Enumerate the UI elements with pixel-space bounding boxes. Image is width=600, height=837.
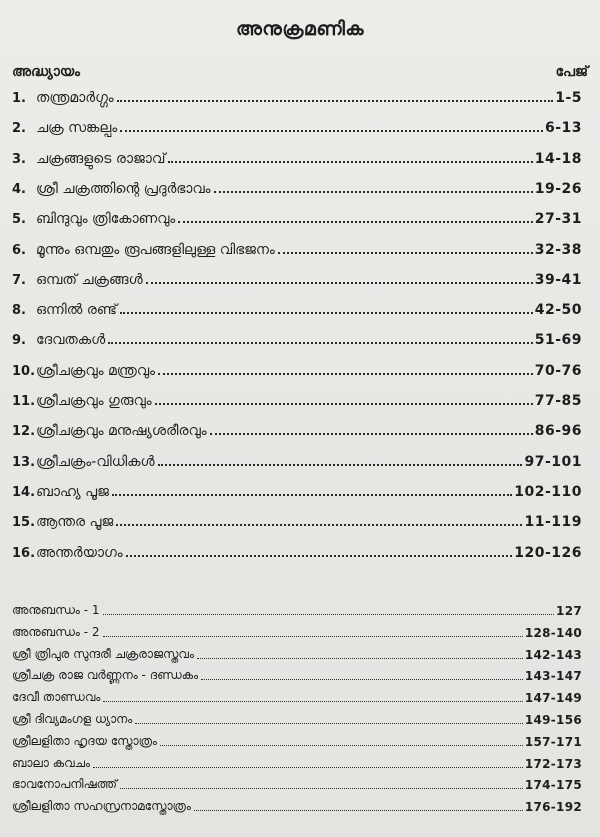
page-range: 11-119	[524, 514, 582, 531]
chapter-number: 3.	[12, 151, 26, 167]
chapter-title: ശ്രീ ചക്രത്തിന്റെ പ്രദുർഭാവം	[36, 180, 211, 197]
page-range: 120-126	[514, 544, 582, 561]
page-column-header: പേജ്	[555, 64, 588, 80]
page-range: 39-41	[534, 271, 582, 288]
dot-leader	[120, 788, 523, 789]
dot-leader	[155, 403, 533, 405]
dot-leader	[168, 161, 532, 163]
page-range: 14-18	[534, 150, 582, 167]
chapter-title: മൂന്നും ഒമ്പതും രൂപങ്ങളിലുള്ള വിഭജനം	[36, 241, 275, 258]
chapter-number: 11.	[12, 394, 36, 409]
dot-leader	[146, 282, 533, 284]
chapter-number: 7.	[12, 272, 26, 288]
toc-row	[12, 417, 582, 439]
appendix-row	[12, 600, 582, 618]
dot-leader	[214, 191, 533, 193]
dot-leader	[120, 312, 533, 314]
chapter-number: 10.	[12, 363, 36, 379]
chapter-number: 6.	[12, 242, 26, 258]
page-range: 6-13	[544, 120, 582, 137]
page-range: 102-110	[514, 483, 582, 500]
page-range: 77-85	[534, 393, 582, 409]
dot-leader	[126, 555, 513, 557]
appendix-row	[12, 731, 582, 749]
toc-row	[12, 266, 582, 288]
appendix-row	[12, 622, 582, 640]
appendix-title: ശ്രീലളിതാ ഹൃദയ സ്തോത്രം	[12, 733, 157, 748]
chapter-title: ആന്തര പൂജ	[36, 514, 114, 531]
chapter-title: ശ്രീചക്രവും ഗുരുവും	[36, 393, 152, 409]
chapter-title: ബാഹ്യ പൂജ	[36, 483, 109, 500]
page-range: 70-76	[534, 362, 582, 379]
appendix-title: അനുബന്ധം - 2	[12, 624, 100, 639]
appendix-title: ബാലാ കവചം	[12, 755, 91, 770]
chapter-title: ചക്രങ്ങളുടെ രാജാവ്	[36, 150, 166, 167]
dot-leader	[197, 658, 523, 659]
page-range: 27-31	[534, 211, 582, 228]
page-range: 1-5	[555, 90, 582, 106]
page-range: 19-26	[534, 180, 582, 197]
toc-row	[12, 236, 582, 258]
appendix-title: ശ്രീചക്ര രാജ വർണ്ണനം - ദണ്ഡകം	[12, 668, 199, 683]
appendix-row	[12, 709, 582, 727]
page-range: 157-171	[524, 734, 582, 749]
page-range: 174-175	[524, 778, 582, 793]
dot-leader	[158, 373, 533, 375]
dot-leader	[103, 636, 523, 637]
dot-leader	[201, 679, 523, 680]
toc-row	[12, 175, 582, 197]
chapter-title: ഒന്നിൽ രണ്ട്	[36, 302, 117, 319]
chapter-title: ശ്രീചക്രവും മന്ത്രവും	[36, 362, 155, 379]
dot-leader	[117, 100, 554, 102]
dot-leader	[93, 767, 523, 768]
page-range: 32-38	[534, 241, 582, 258]
toc-row	[12, 357, 582, 379]
chapter-title: ചക്ര സങ്കല്പം	[36, 120, 118, 137]
appendix-row	[12, 665, 582, 683]
chapter-title: ബിന്ദുവും ത്രികോണവും	[36, 211, 176, 228]
page-range: 172-173	[524, 756, 582, 771]
page-range: 127	[556, 604, 582, 618]
dot-leader	[120, 130, 543, 132]
chapter-number: 9.	[12, 333, 26, 349]
chapter-number: 8.	[12, 303, 26, 319]
chapter-number: 1.	[12, 91, 26, 106]
dot-leader	[135, 723, 522, 724]
toc-row	[12, 539, 582, 561]
chapter-title: ദേവതകൾ	[36, 332, 106, 349]
chapter-title: ശ്രീചക്രം-വിധികൾ	[36, 453, 155, 470]
toc-row	[12, 508, 582, 530]
toc-row	[12, 448, 582, 470]
toc-row	[12, 84, 582, 106]
page-range: 97-101	[524, 453, 582, 470]
appendix-title: ഭാവനോപനിഷത്ത്	[12, 777, 118, 792]
chapter-title: ശ്രീചക്രവും മനുഷ്യശരീരവും	[36, 423, 207, 440]
toc-row	[12, 478, 582, 500]
appendix-row	[12, 687, 582, 705]
chapter-number: 2.	[12, 121, 26, 137]
dot-leader	[116, 524, 522, 526]
appendix-title: അനുബന്ധം - 1	[12, 603, 100, 617]
appendix-row	[12, 774, 582, 792]
page-title: അനുക്രമണിക	[235, 18, 365, 40]
dot-leader	[278, 252, 533, 254]
chapter-number: 13.	[12, 454, 36, 470]
page-range: 176-192	[524, 800, 582, 815]
dot-leader	[103, 701, 522, 702]
toc-row	[12, 326, 582, 348]
chapter-number: 4.	[12, 181, 26, 197]
toc-row	[12, 387, 582, 409]
page-range: 147-149	[524, 691, 582, 706]
dot-leader	[160, 745, 523, 746]
chapter-column-header: അദ്ധ്യായം	[12, 64, 81, 80]
dot-leader	[112, 494, 512, 496]
chapter-number: 14.	[12, 484, 36, 500]
appendix-row	[12, 753, 582, 771]
appendix-row	[12, 796, 582, 814]
dot-leader	[103, 614, 555, 615]
appendix-row	[12, 644, 582, 662]
dot-leader	[158, 464, 523, 466]
chapter-number: 12.	[12, 424, 36, 440]
chapter-number: 5.	[12, 212, 26, 228]
appendix-title: ദേവീ താണ്ഡവം	[12, 690, 101, 705]
appendix-title: ശ്രീ ത്രിപുര സുന്ദരീ ചക്രരാജസ്തവം	[12, 646, 194, 661]
toc-row	[12, 296, 582, 318]
page-range: 149-156	[524, 713, 582, 727]
page-range: 51-69	[534, 332, 582, 349]
page-range: 142-143	[524, 647, 582, 662]
page-range: 42-50	[534, 302, 582, 319]
toc-row	[12, 205, 582, 227]
chapter-title: അന്തർയാഗം	[36, 544, 123, 561]
page-range: 143-147	[524, 669, 582, 684]
chapter-title: തന്ത്രമാർഗ്ഗം	[36, 90, 114, 106]
dot-leader	[178, 221, 532, 223]
dot-leader	[210, 433, 533, 435]
chapter-number: 16.	[12, 545, 36, 561]
chapter-number: 15.	[12, 515, 36, 531]
page-range: 86-96	[534, 423, 582, 440]
appendix-title: ശ്രീലളിതാ സഹസ്രനാമസ്തോത്രം	[12, 799, 191, 814]
dot-leader	[108, 342, 533, 344]
appendix-title: ശ്രീ ദിവ്യമംഗള ധ്യാനം	[12, 712, 133, 726]
toc-row	[12, 145, 582, 167]
chapter-title: ഒമ്പത് ചക്രങ്ങൾ	[36, 271, 143, 288]
dot-leader	[194, 810, 523, 811]
page-range: 128-140	[524, 625, 582, 640]
toc-row	[12, 114, 582, 136]
